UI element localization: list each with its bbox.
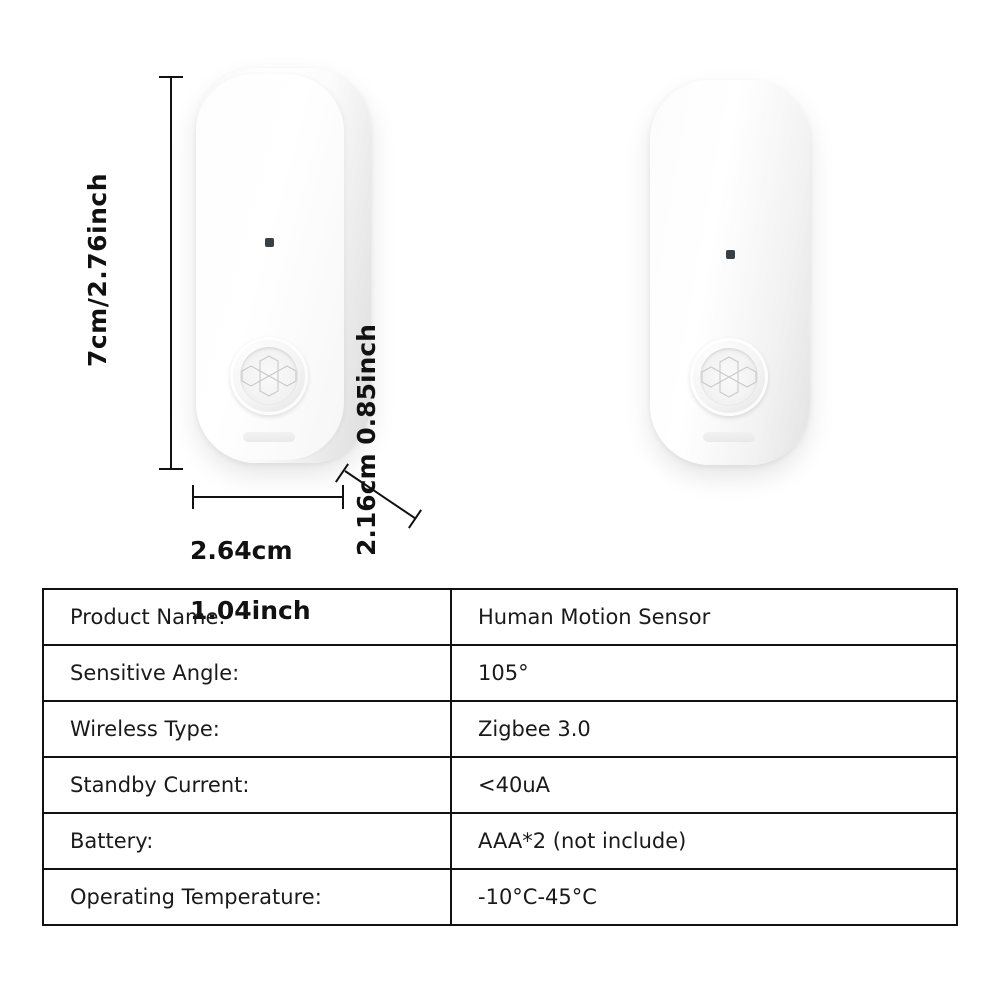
table-row xyxy=(43,589,957,645)
bottom-vent-left xyxy=(243,432,295,442)
depth-dimension-label xyxy=(352,324,383,556)
pir-fresnel-pattern-left xyxy=(240,347,298,405)
table-row xyxy=(43,701,957,757)
table-row xyxy=(43,645,957,701)
spec-value: -10°C-45°C xyxy=(451,869,957,925)
width-dimension-cap-right xyxy=(342,485,344,509)
status-led-icon-left xyxy=(265,238,274,247)
width-dimension-cm: 2.64cm xyxy=(190,536,293,565)
height-dimension-line xyxy=(170,76,172,470)
spec-label: Operating Temperature: xyxy=(43,869,451,925)
spec-value: Zigbee 3.0 xyxy=(451,701,957,757)
spec-value: AAA*2 (not include) xyxy=(451,813,957,869)
depth-dimension-cap-far xyxy=(408,509,422,528)
spec-label: Standby Current: xyxy=(43,757,451,813)
spec-value: 105° xyxy=(451,645,957,701)
pir-fresnel-pattern-right xyxy=(700,348,758,406)
spec-value: <40uA xyxy=(451,757,957,813)
width-dimension-inch: 1.04inch xyxy=(190,596,311,625)
table-row xyxy=(43,869,957,925)
specification-table xyxy=(42,588,958,926)
spec-label: Product Name: xyxy=(43,589,451,645)
height-dimension-label: 7cm/2.76inch xyxy=(83,172,112,368)
depth-dimension-inch: 0.85inch xyxy=(352,324,381,445)
height-dimension-cap-bottom xyxy=(159,468,183,470)
spec-label: Battery: xyxy=(43,813,451,869)
height-dimension-cap-top xyxy=(159,76,183,78)
bottom-vent-right xyxy=(703,432,755,442)
width-dimension-line xyxy=(192,496,344,498)
spec-label: Sensitive Angle: xyxy=(43,645,451,701)
spec-label: Wireless Type: xyxy=(43,701,451,757)
spec-value: Human Motion Sensor xyxy=(451,589,957,645)
depth-dimension-cm: 2.16cm xyxy=(352,453,381,556)
table-row xyxy=(43,757,957,813)
table-row xyxy=(43,813,957,869)
pir-lens-left xyxy=(230,337,308,415)
pir-lens-right xyxy=(690,338,768,416)
status-led-icon-right xyxy=(726,250,735,259)
